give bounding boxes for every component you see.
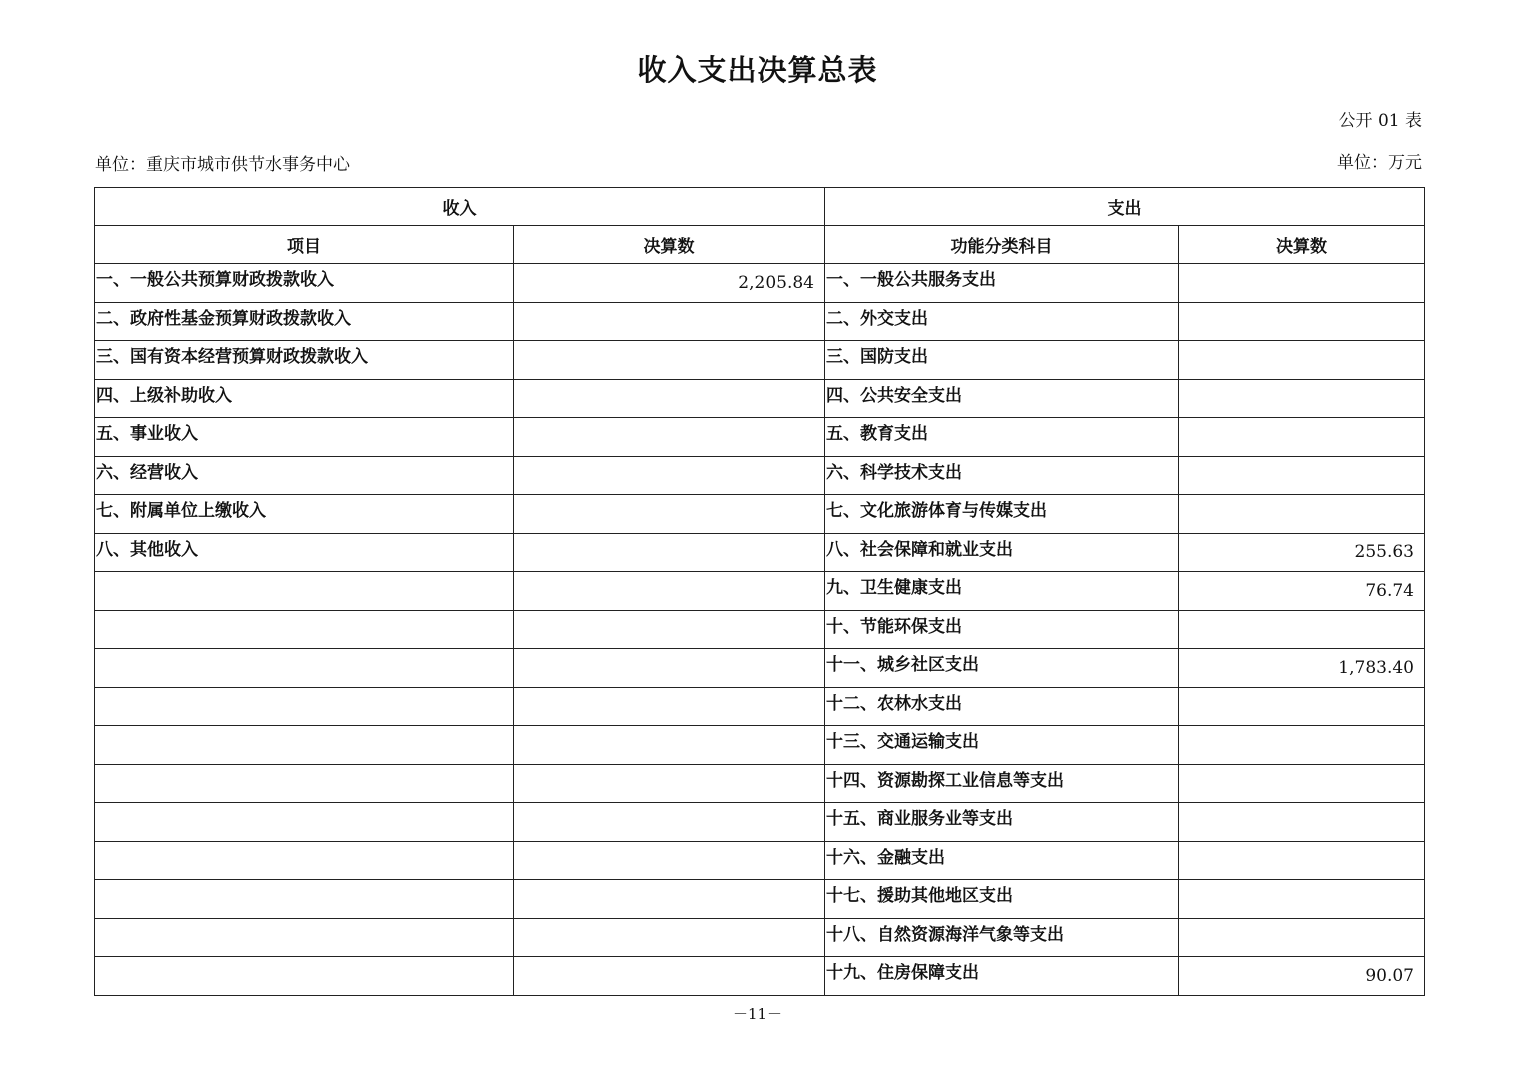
expense-item-cell: 八、社会保障和就业支出 <box>825 533 1179 572</box>
income-amount-cell <box>514 533 825 572</box>
table-row <box>95 918 1425 957</box>
expense-item-cell: 七、文化旅游体育与传媒支出 <box>825 495 1179 534</box>
table-row <box>95 495 1425 534</box>
expense-item-header: 功能分类科目 <box>825 226 1179 264</box>
expense-amount-cell: 255.63 <box>1179 533 1425 572</box>
table-row <box>95 533 1425 572</box>
expense-item-cell: 九、卫生健康支出 <box>825 572 1179 611</box>
expense-item-cell: 十、节能环保支出 <box>825 610 1179 649</box>
income-amount-cell <box>514 841 825 880</box>
expense-amount-cell: 1,783.40 <box>1179 649 1425 688</box>
expense-item-cell: 三、国防支出 <box>825 341 1179 380</box>
table-row <box>95 572 1425 611</box>
expense-item-cell: 十六、金融支出 <box>825 841 1179 880</box>
income-item-cell <box>95 957 514 996</box>
income-item-cell <box>95 572 514 611</box>
income-amount-cell <box>514 649 825 688</box>
expense-amount-cell <box>1179 687 1425 726</box>
income-item-cell: 二、政府性基金预算财政拨款收入 <box>95 302 514 341</box>
income-item-cell <box>95 841 514 880</box>
table-row <box>95 418 1425 457</box>
expense-amount-header: 决算数 <box>1179 226 1425 264</box>
income-amount-cell: 2,205.84 <box>514 264 825 303</box>
income-section-header: 收入 <box>95 188 825 226</box>
expense-item-cell: 二、外交支出 <box>825 302 1179 341</box>
column-header-row <box>95 226 1425 264</box>
table-row <box>95 764 1425 803</box>
expense-section-header: 支出 <box>825 188 1425 226</box>
section-header-row <box>95 188 1425 226</box>
table-row <box>95 880 1425 919</box>
expense-item-cell: 四、公共安全支出 <box>825 379 1179 418</box>
budget-summary-table <box>94 187 1425 996</box>
expense-amount-cell <box>1179 610 1425 649</box>
table-row <box>95 379 1425 418</box>
page-title: 收入支出决算总表 <box>637 53 878 87</box>
expense-amount-cell <box>1179 726 1425 765</box>
income-item-header: 项目 <box>95 226 514 264</box>
expense-item-cell: 一、一般公共服务支出 <box>825 264 1179 303</box>
expense-amount-cell <box>1179 880 1425 919</box>
income-item-cell <box>95 610 514 649</box>
income-item-cell <box>95 764 514 803</box>
reporting-unit: 单位：重庆市城市供节水事务中心 <box>95 155 350 175</box>
expense-amount-cell <box>1179 841 1425 880</box>
income-amount-header: 决算数 <box>514 226 825 264</box>
income-item-cell: 三、国有资本经营预算财政拨款收入 <box>95 341 514 380</box>
expense-amount-cell <box>1179 341 1425 380</box>
income-item-cell <box>95 918 514 957</box>
table-row <box>95 264 1425 303</box>
expense-item-cell: 十一、城乡社区支出 <box>825 649 1179 688</box>
table-row <box>95 841 1425 880</box>
income-item-cell <box>95 726 514 765</box>
table-body <box>95 264 1425 996</box>
expense-amount-cell <box>1179 764 1425 803</box>
table-row <box>95 649 1425 688</box>
table-row <box>95 302 1425 341</box>
income-amount-cell <box>514 302 825 341</box>
expense-item-cell: 五、教育支出 <box>825 418 1179 457</box>
income-amount-cell <box>514 803 825 842</box>
table-row <box>95 341 1425 380</box>
income-amount-cell <box>514 610 825 649</box>
expense-amount-cell <box>1179 918 1425 957</box>
expense-amount-cell <box>1179 495 1425 534</box>
income-item-cell: 八、其他收入 <box>95 533 514 572</box>
table-row <box>95 957 1425 996</box>
table-row <box>95 726 1425 765</box>
expense-item-cell: 十七、援助其他地区支出 <box>825 880 1179 919</box>
table-row <box>95 456 1425 495</box>
income-item-cell: 七、附属单位上缴收入 <box>95 495 514 534</box>
income-item-cell: 六、经营收入 <box>95 456 514 495</box>
expense-amount-cell <box>1179 418 1425 457</box>
expense-item-cell: 六、科学技术支出 <box>825 456 1179 495</box>
expense-item-cell: 十四、资源勘探工业信息等支出 <box>825 764 1179 803</box>
currency-unit: 单位：万元 <box>1337 153 1422 173</box>
income-amount-cell <box>514 379 825 418</box>
expense-amount-cell: 76.74 <box>1179 572 1425 611</box>
expense-amount-cell <box>1179 456 1425 495</box>
table-row <box>95 803 1425 842</box>
table-row <box>95 610 1425 649</box>
expense-amount-cell <box>1179 379 1425 418</box>
expense-amount-cell <box>1179 302 1425 341</box>
expense-item-cell: 十八、自然资源海洋气象等支出 <box>825 918 1179 957</box>
income-item-cell: 四、上级补助收入 <box>95 379 514 418</box>
income-amount-cell <box>514 495 825 534</box>
expense-amount-cell <box>1179 264 1425 303</box>
income-item-cell <box>95 687 514 726</box>
income-item-cell <box>95 803 514 842</box>
income-amount-cell <box>514 572 825 611</box>
income-amount-cell <box>514 456 825 495</box>
income-item-cell <box>95 649 514 688</box>
income-amount-cell <box>514 418 825 457</box>
form-number: 公开 01 表 <box>1338 111 1422 131</box>
table-row <box>95 687 1425 726</box>
expense-item-cell: 十五、商业服务业等支出 <box>825 803 1179 842</box>
income-item-cell <box>95 880 514 919</box>
income-amount-cell <box>514 918 825 957</box>
income-amount-cell <box>514 687 825 726</box>
income-amount-cell <box>514 341 825 380</box>
expense-item-cell: 十九、住房保障支出 <box>825 957 1179 996</box>
income-item-cell: 一、一般公共预算财政拨款收入 <box>95 264 514 303</box>
expense-item-cell: 十三、交通运输支出 <box>825 726 1179 765</box>
expense-amount-cell: 90.07 <box>1179 957 1425 996</box>
income-amount-cell <box>514 764 825 803</box>
income-item-cell: 五、事业收入 <box>95 418 514 457</box>
page-number: －11－ <box>732 1005 783 1023</box>
expense-item-cell: 十二、农林水支出 <box>825 687 1179 726</box>
income-amount-cell <box>514 726 825 765</box>
income-amount-cell <box>514 880 825 919</box>
income-amount-cell <box>514 957 825 996</box>
expense-amount-cell <box>1179 803 1425 842</box>
